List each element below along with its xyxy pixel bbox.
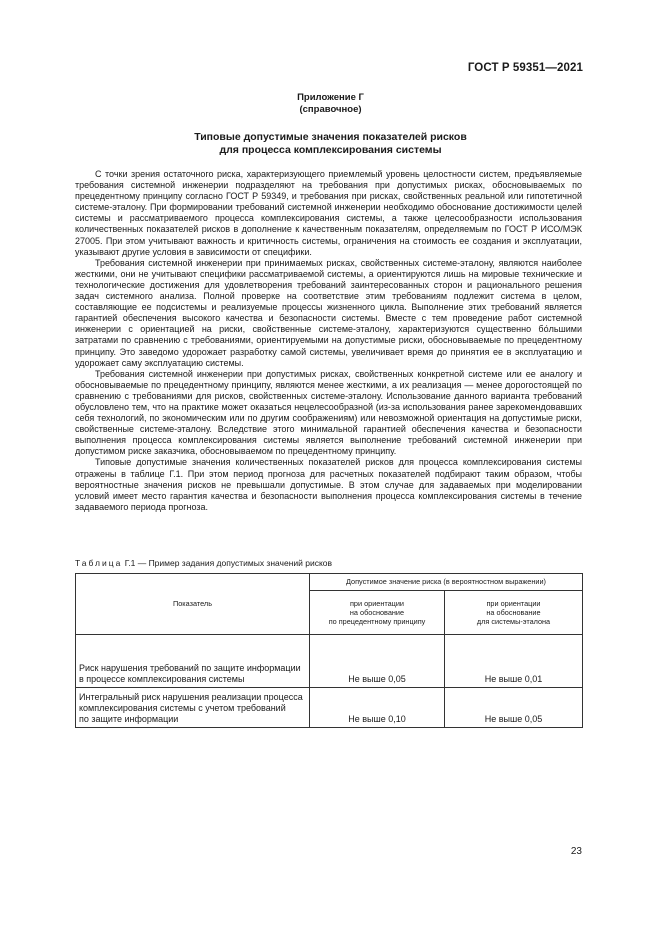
paragraph: Требования системной инженерии при допустимых рисках, свойственных конкретной системе или ее аналогу и обосновываемые по прецедентному принципу, являются менее жесткими, а их реализация — менее дорогостоящей по сравнению с требованиями для рисков, свойственных системе-эталону. Использование данного варианта требований обусловлено тем, что на практике может оказаться нецелесообразной (из-за использования ранее зарекомендовавших себя технологий, по экономическим или по другим соображениям) или невозможной ориентация на допустимые риски, свойственные системе-эталону. Вследствие этого минимальной гарантией обеспечения качества и безопасности выполнения процесса комплексирования системы является выполнение требований системной инженерии при допустимом риске заказчика, обосновываемом по прецедентному принципу. <box>75 368 582 457</box>
paragraph: Требования системной инженерии при принимаемых рисках, свойственных системе-эталону, являются наиболее жесткими, они не учитывают специфики рассматриваемой системы, а ориентируются лишь на мировые технические и технологические достижения для удовлетворения требований заинтересованных сторон и рационального решения задач системного анализа. Полной проверке на соответствие этим требованиям подлежит система в целом, составляющие ее подсистемы и реализуемые процессы жизненного цикла. Выполнение этих требований является гарантией обеспечения высокого качества и безопасности системы. Вместе с тем проведение работ системной инженерии с ориентацией на риски, свойственные системе-эталону, характеризуются существенно бо́льшими затратами по сравнению с требованиями, ориентируемыми на допустимые риски, обосновываемые по прецедентному принципу. Это заведомо удорожает разработку самой системы, увеличивает время до принятия ее в эксплуатацию и удорожает саму эксплуатацию системы. <box>75 257 582 368</box>
section-heading-line-2: для процесса комплексирования системы <box>219 144 442 156</box>
indicator-line: в процессе комплексирования системы <box>79 674 245 684</box>
table-row <box>76 688 583 728</box>
header-reference-line: при ориентации <box>486 598 541 608</box>
indicator-line: комплексирования системы с учетом требований <box>79 703 286 713</box>
precedent-value-cell: Не выше 0,05 <box>310 635 445 688</box>
table-caption <box>75 558 332 569</box>
header-risk-group: Допустимое значение риска (в вероятностном выражении) <box>310 574 583 591</box>
header-precedent-line: по прецедентному принципу <box>328 617 426 627</box>
indicator-line: по защите информации <box>79 714 179 724</box>
indicator-line: Интегральный риск нарушения реализации процесса <box>79 692 303 702</box>
indicator-cell <box>76 688 310 728</box>
indicator-line: Риск нарушения требований по защите информации <box>79 663 301 673</box>
table-row <box>76 635 583 688</box>
table-caption-prefix: Таблица <box>75 558 123 568</box>
section-heading-line-1: Типовые допустимые значения показателей рисков <box>194 131 467 143</box>
precedent-value-cell: Не выше 0,10 <box>310 688 445 728</box>
paragraph: Типовые допустимые значения количественных показателей рисков для процесса комплексирования системы отражены в таблице Г.1. При этом период прогноза для расчетных показателей подбирают таким образом, чтобы вероятностные значения рисков не превышали допустимые. В этом случае для задаваемых при моделировании условий имеет место гарантия качества и безопасности выполнения процесса комплексирования системы в течение задаваемого периода прогноза. <box>75 457 582 512</box>
reference-value-cell: Не выше 0,01 <box>445 635 583 688</box>
header-reference <box>445 591 583 635</box>
page-number: 23 <box>570 846 582 857</box>
annex-title: Приложение Г <box>297 92 364 103</box>
table-header-row <box>76 574 583 591</box>
indicator-cell <box>76 635 310 688</box>
table-caption-text: Г.1 — Пример задания допустимых значений рисков <box>122 558 333 568</box>
header-reference-line: для системы-эталона <box>476 617 551 627</box>
document-code: ГОСТ Р 59351—2021 <box>467 62 583 74</box>
annex-subtitle: (справочное) <box>299 104 362 115</box>
reference-value-cell: Не выше 0,05 <box>445 688 583 728</box>
risk-values-table <box>75 573 583 728</box>
header-precedent <box>310 591 445 635</box>
header-precedent-line: на обоснование <box>349 607 405 617</box>
section-heading <box>0 131 661 157</box>
header-precedent-line: при ориентации <box>349 598 405 608</box>
header-reference-line: на обоснование <box>486 607 541 617</box>
body-text <box>75 169 582 513</box>
header-indicator: Показатель <box>76 574 310 635</box>
paragraph: С точки зрения остаточного риска, характеризующего приемлемый уровень целостности систем, предъявляемые требования системной инженерии подразделяют на требования при допустимых рисках, обосновываемых по прецедентному принципу согласно ГОСТ Р 59349, и требования при рисках, свойственных реальной или гипотетичной системе-эталону. При формировании требований системной инженерии необходимо обоснование достижимости целей системы и рассматриваемого процесса комплексирования системы, а также целесообразности использования количественных показателей рисков в дополнение к качественным показателям, определяемым по ГОСТ Р ИСО/МЭК 27005. При этом учитывают важность и критичность системы, ограничения на стоимость ее создания и эксплуатации, указывают другие условия в зависимости от специфики. <box>75 169 582 257</box>
